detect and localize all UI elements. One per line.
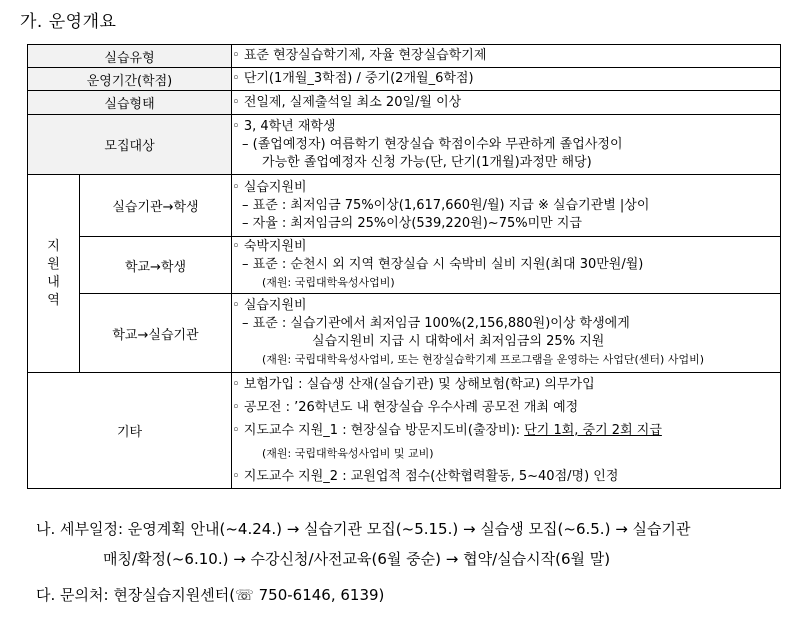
support-char-3: 내 <box>47 274 60 290</box>
label-etc: 기타 <box>28 373 232 489</box>
row-support-c <box>28 294 781 373</box>
row-support-b <box>28 237 781 294</box>
row-type <box>28 45 781 68</box>
label-form: 실습형태 <box>28 91 232 115</box>
support-a-line-1: ◦ 실습지원비 <box>232 179 307 195</box>
etc-line-2: ◦ 공모전 : ’26학년도 내 현장실습 우수사례 공모전 개최 예정 <box>232 400 579 415</box>
etc-line-1: ◦ 보험가입 : 실습생 산재(실습기관) 및 상해보험(학교) 의무가입 <box>232 377 595 392</box>
support-a-line-3: – 자율 : 최저임금의 25%이상(539,220원)~75%미만 지급 <box>242 215 582 231</box>
support-b-source: (재원: 국립대학육성사업비) <box>262 276 395 289</box>
support-char-2: 원 <box>47 256 60 272</box>
support-a-line-2: – 표준 : 최저임금 75%이상(1,617,660원/월) 지급 ※ 실습기관별 |상이 <box>242 197 650 213</box>
support-b-line-1: ◦ 숙박지원비 <box>232 239 307 254</box>
row-form <box>28 91 781 115</box>
support-char-1: 지 <box>47 238 60 254</box>
etc-line-3-text: ◦ 지도교수 지원_1 : 현장실습 방문지도비(출장비): <box>232 423 525 438</box>
row-period <box>28 68 781 91</box>
period-content: ◦ 단기(1개월_3학점) / 중기(2개월_6학점) <box>232 71 474 86</box>
etc-line-3 <box>232 419 780 442</box>
support-label <box>28 175 80 373</box>
section-b-line-2: 매칭/확정(~6.10.) → 수강신청/사전교육(6월 중순) → 협약/실습시작(6월 말) <box>103 550 611 568</box>
target-line-2: – (졸업예정자) 여름학기 현장실습 학점이수와 무관하게 졸업사정이 <box>242 136 623 152</box>
support-c-line-3: 실습지원비 지급 시 대학에서 최저임금의 25% 지원 <box>312 334 605 349</box>
label-support-a: 실습기관→학생 <box>80 175 232 237</box>
etc-source: (재원: 국립대학육성사업비 및 교비) <box>262 447 434 460</box>
support-c-source: (재원: 국립대학육성사업비, 또는 현장실습학기제 프로그램을 운영하는 사업단(센터) 사업비) <box>262 353 705 366</box>
label-support-b: 학교→학생 <box>80 237 232 294</box>
target-line-3: 가능한 졸업예정자 신청 가능(단, 단기(1개월)과정만 해당) <box>262 154 592 170</box>
label-target: 모집대상 <box>28 115 232 175</box>
support-b-line-2: – 표준 : 순천시 외 지역 현장실습 시 숙박비 실비 지원(최대 30만원/월) <box>242 257 644 272</box>
label-period: 운영기간(학점) <box>28 68 232 91</box>
target-line-1: ◦ 3, 4학년 재학생 <box>232 118 336 134</box>
support-c-line-1: ◦ 실습지원비 <box>232 298 307 313</box>
label-support-c: 학교→실습기관 <box>80 294 232 373</box>
etc-line-5: ◦ 지도교수 지원_2 : 교원업적 점수(산학협력활동, 5~40점/명) 인정 <box>232 469 619 484</box>
row-etc <box>28 373 781 489</box>
form-content: ◦ 전일제, 실제출석일 최소 20일/월 이상 <box>232 94 462 110</box>
overview-table <box>27 44 781 489</box>
section-c: 다. 문의처: 현장실습지원센터(☏ 750-6146, 6139) <box>36 586 385 604</box>
section-a-title: 가. 운영개요 <box>20 12 117 32</box>
row-support-a <box>28 175 781 237</box>
row-target <box>28 115 781 175</box>
etc-line-3-underlined: 단기 1회, 중기 2회 지급 <box>524 423 662 438</box>
type-content: ◦ 표준 현장실습학기제, 자율 현장실습학기제 <box>232 48 487 63</box>
support-c-line-2: – 표준 : 실습기관에서 최저임금 100%(2,156,880원)이상 학생에게 <box>242 316 630 331</box>
section-b-line-1: 나. 세부일정: 운영계획 안내(~4.24.) → 실습기관 모집(~5.15.) → 실습생 모집(~6.5.) → 실습기관 <box>36 520 691 538</box>
support-char-4: 역 <box>47 292 60 308</box>
label-type: 실습유형 <box>28 45 232 68</box>
